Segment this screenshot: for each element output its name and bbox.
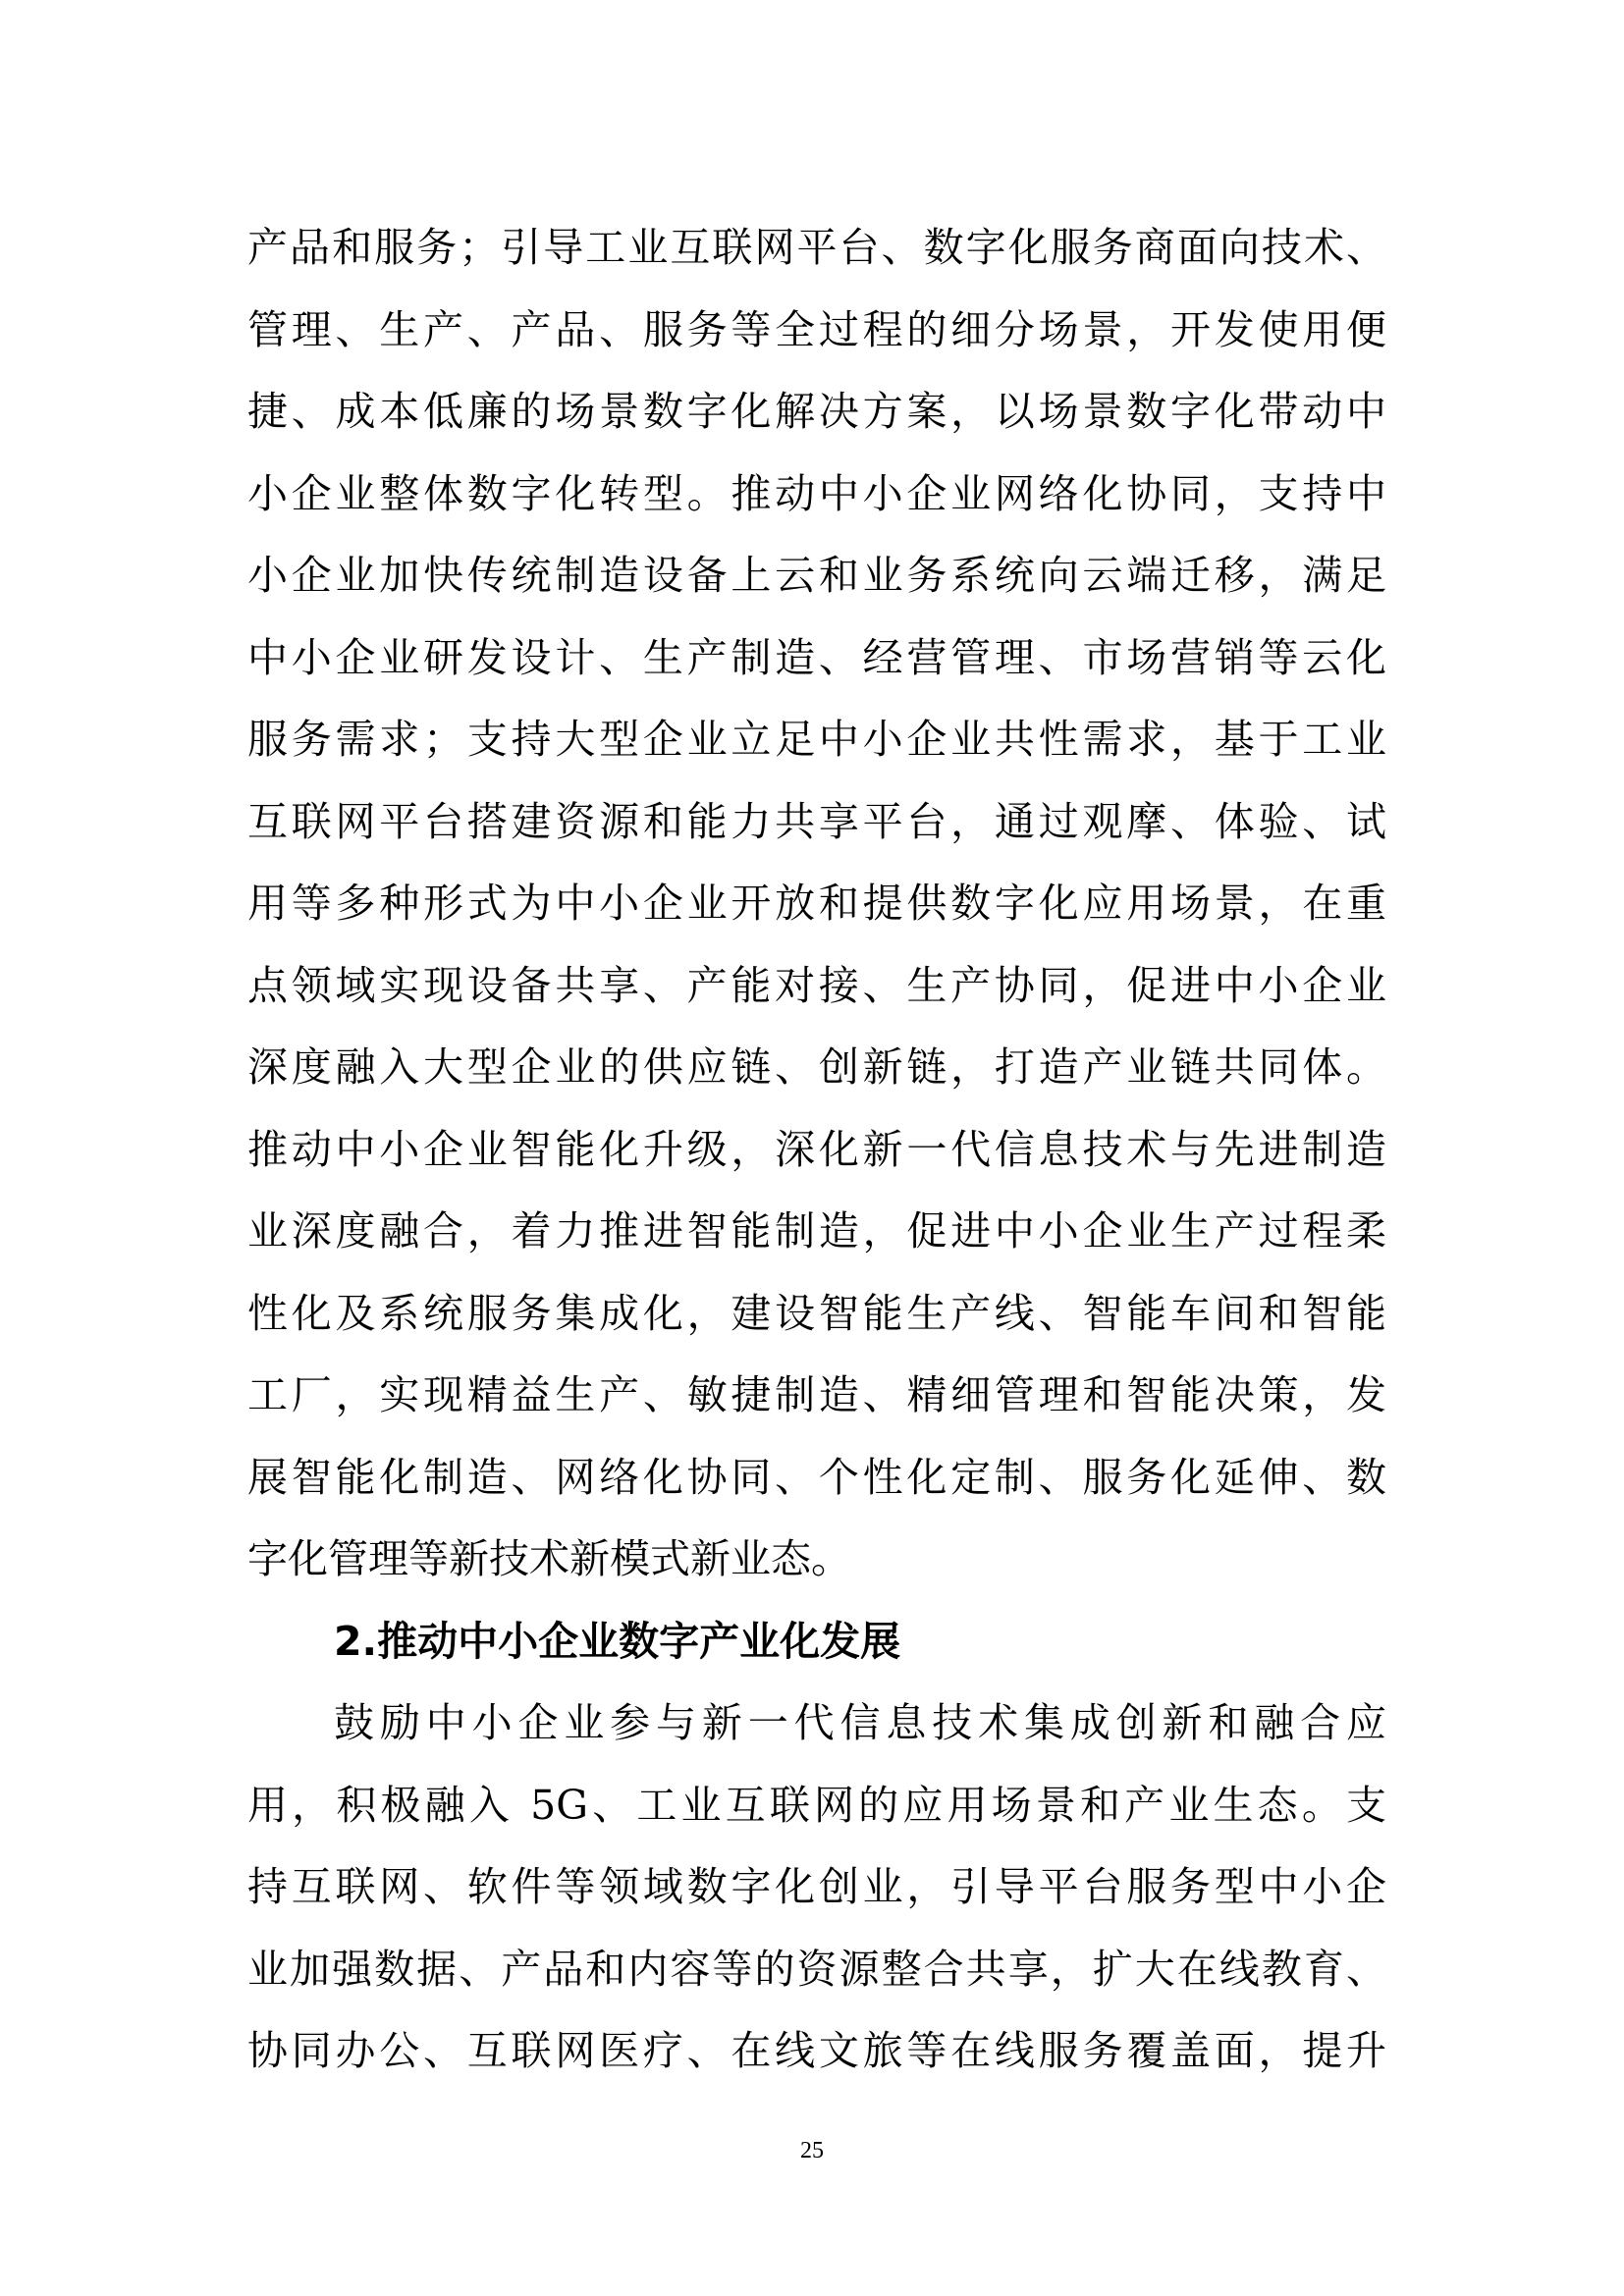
text-line: 捷、成本低廉的场景数字化解决方案，以场景数字化带动中 <box>247 388 1386 435</box>
text-line: 小企业加快传统制造设备上云和业务系统向云端迁移，满足 <box>247 552 1386 599</box>
text-line: 点领域实现设备共享、产能对接、生产协同，促进中小企业 <box>247 961 1386 1009</box>
text-line: 服务需求；支持大型企业立足中小企业共性需求，基于工业 <box>247 716 1386 763</box>
text-line: 产品和服务；引导工业互联网平台、数字化服务商面向技术、 <box>247 224 1386 271</box>
text-line: 协同办公、互联网医疗、在线文旅等在线服务覆盖面，提升 <box>247 2027 1386 2074</box>
text-line: 互联网平台搭建资源和能力共享平台，通过观摩、体验、试 <box>247 797 1386 845</box>
text-line: 中小企业研发设计、生产制造、经营管理、市场营销等云化 <box>247 633 1386 681</box>
text-line: 展智能化制造、网络化协同、个性化定制、服务化延伸、数 <box>247 1453 1386 1501</box>
text-line: 业深度融合，着力推进智能制造，促进中小企业生产过程柔 <box>247 1207 1386 1255</box>
page-number: 25 <box>800 2138 824 2163</box>
section-heading: 2.推动中小企业数字产业化发展 <box>334 1617 901 1665</box>
text-line: 用等多种形式为中小企业开放和提供数字化应用场景，在重 <box>247 880 1386 927</box>
text-line: 字化管理等新技术新模式新业态。 <box>247 1535 851 1582</box>
text-line: 推动中小企业智能化升级，深化新一代信息技术与先进制造 <box>247 1125 1386 1173</box>
text-line: 用，积极融入 5G、工业互联网的应用场景和产业生态。支 <box>247 1781 1386 1829</box>
text-line: 小企业整体数字化转型。推动中小企业网络化协同，支持中 <box>247 469 1386 517</box>
paragraph-digital-industrialization <box>247 1693 1386 2104</box>
text-line: 持互联网、软件等领域数字化创业，引导平台服务型中小企 <box>247 1863 1386 1910</box>
text-line: 工厂，实现精益生产、敏捷制造、精细管理和智能决策，发 <box>247 1371 1386 1418</box>
text-line: 管理、生产、产品、服务等全过程的细分场景，开发使用便 <box>247 305 1386 353</box>
paragraph-digitalization <box>247 218 1386 1612</box>
text-line: 鼓励中小企业参与新一代信息技术集成创新和融合应 <box>334 1699 1386 1746</box>
page-body <box>247 218 1386 2104</box>
text-line: 业加强数据、产品和内容等的资源整合共享，扩大在线教育、 <box>247 1945 1386 1993</box>
text-line: 深度融入大型企业的供应链、创新链，打造产业链共同体。 <box>247 1043 1386 1091</box>
text-line: 性化及系统服务集成化，建设智能生产线、智能车间和智能 <box>247 1289 1386 1337</box>
